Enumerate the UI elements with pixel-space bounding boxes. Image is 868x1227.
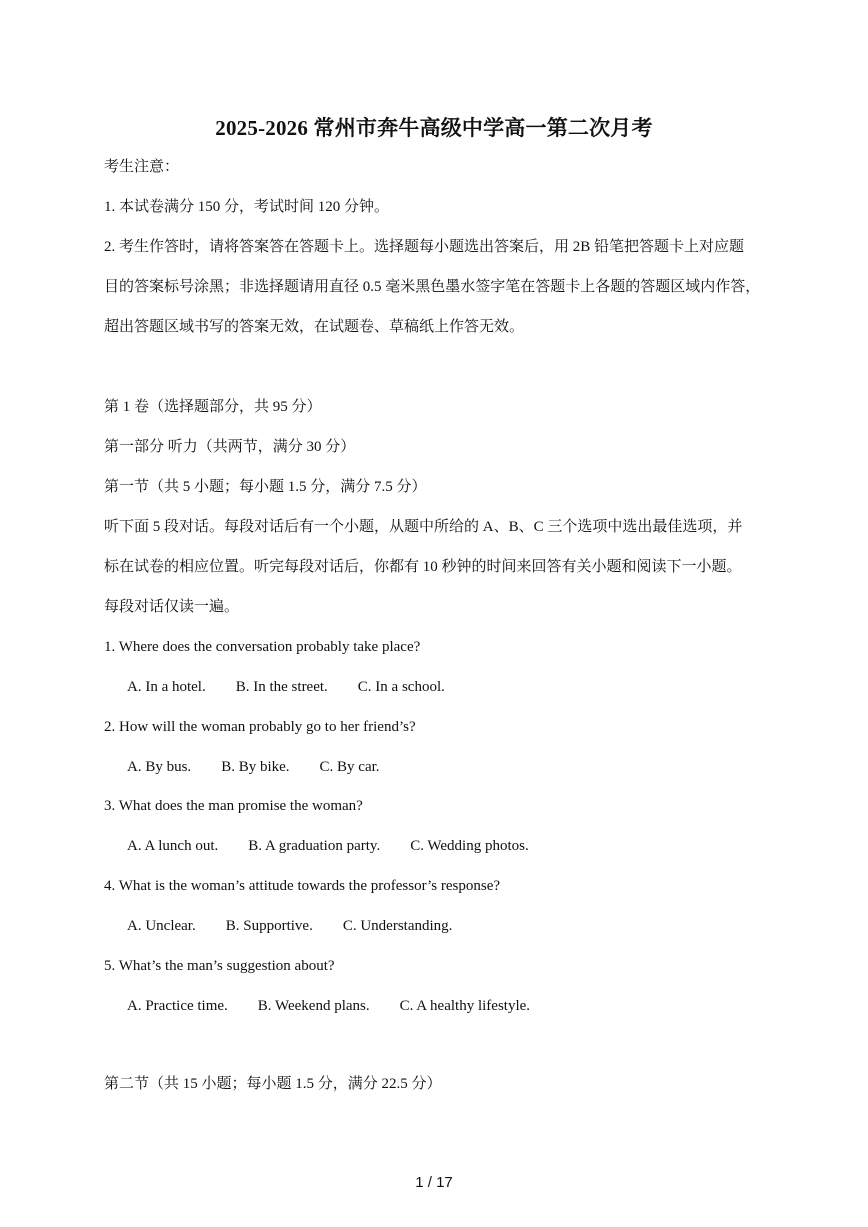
question-2-option-b: B. By bike. [221, 759, 290, 775]
question-4-option-c: C. Understanding. [342, 918, 453, 934]
question-4-stem: 4. What is the woman’s attitude towards the professor’s response? [104, 878, 501, 894]
question-2-stem: 2. How will the woman probably go to her friend’s? [104, 719, 416, 735]
notice-heading: 考生注意： [104, 159, 180, 175]
question-5-options [127, 996, 530, 1016]
question-3-stem: 3. What does the man promise the woman? [104, 798, 363, 814]
question-3-options [127, 836, 529, 856]
question-5-option-b: B. Weekend plans. [257, 998, 370, 1014]
question-3-option-a: A. A lunch out. [127, 838, 219, 854]
instructions-line-2: 标在试卷的相应位置。听完每段对话后，你都有 10 秒钟的时间来回答有关小题和阅读下一小题。 [104, 559, 742, 575]
question-1-stem: 1. Where does the conversation probably take place? [104, 639, 421, 655]
page-number: 1 / 17 [415, 1174, 453, 1191]
question-1-option-a: A. In a hotel. [127, 679, 206, 695]
instructions-line-1: 听下面 5 段对话。每段对话后有一个小题，从题中所给的 A、B、C 三个选项中选出最佳选项，并 [104, 519, 743, 535]
instructions-line-3: 每段对话仅读一遍。 [104, 599, 240, 615]
question-4-option-b: B. Supportive. [225, 918, 313, 934]
question-5-stem: 5. What’s the man’s suggestion about? [104, 958, 335, 974]
notice-item-2-line-2: 目的答案标号涂黑；非选择题请用直径 0.5 毫米黑色墨水签字笔在答题卡上各题的答题区域内作答， [104, 279, 761, 295]
volume-heading: 第 1 卷（选择题部分，共 95 分） [104, 399, 322, 415]
question-3-option-c: C. Wedding photos. [410, 838, 529, 854]
question-2-option-c: C. By car. [319, 759, 380, 775]
section-heading: 第一部分 听力（共两节，满分 30 分） [104, 439, 356, 455]
question-1-option-b: B. In the street. [235, 679, 328, 695]
notice-item-2-line-1: 2. 考生作答时，请将答案答在答题卡上。选择题每小题选出答案后，用 2B 铅笔把答题卡上对应题 [104, 239, 745, 255]
question-2-option-a: A. By bus. [127, 759, 192, 775]
exam-title: 2025-2026 常州市奔牛高级中学高一第二次月考 [215, 116, 653, 140]
question-5-option-c: C. A healthy lifestyle. [399, 998, 531, 1014]
subsection-2-heading: 第二节（共 15 小题；每小题 1.5 分，满分 22.5 分） [104, 1076, 442, 1092]
question-5-option-a: A. Practice time. [127, 998, 228, 1014]
notice-item-2-line-3: 超出答题区域书写的答案无效，在试题卷、草稿纸上作答无效。 [104, 319, 525, 335]
question-4-option-a: A. Unclear. [127, 918, 196, 934]
question-3-option-b: B. A graduation party. [248, 838, 381, 854]
question-4-options [127, 916, 452, 936]
notice-item-1: 1. 本试卷满分 150 分，考试时间 120 分钟。 [104, 199, 390, 215]
question-2-options [127, 757, 380, 777]
question-1-option-c: C. In a school. [357, 679, 445, 695]
subsection-1-heading: 第一节（共 5 小题；每小题 1.5 分，满分 7.5 分） [104, 479, 427, 495]
question-1-options [127, 677, 445, 697]
